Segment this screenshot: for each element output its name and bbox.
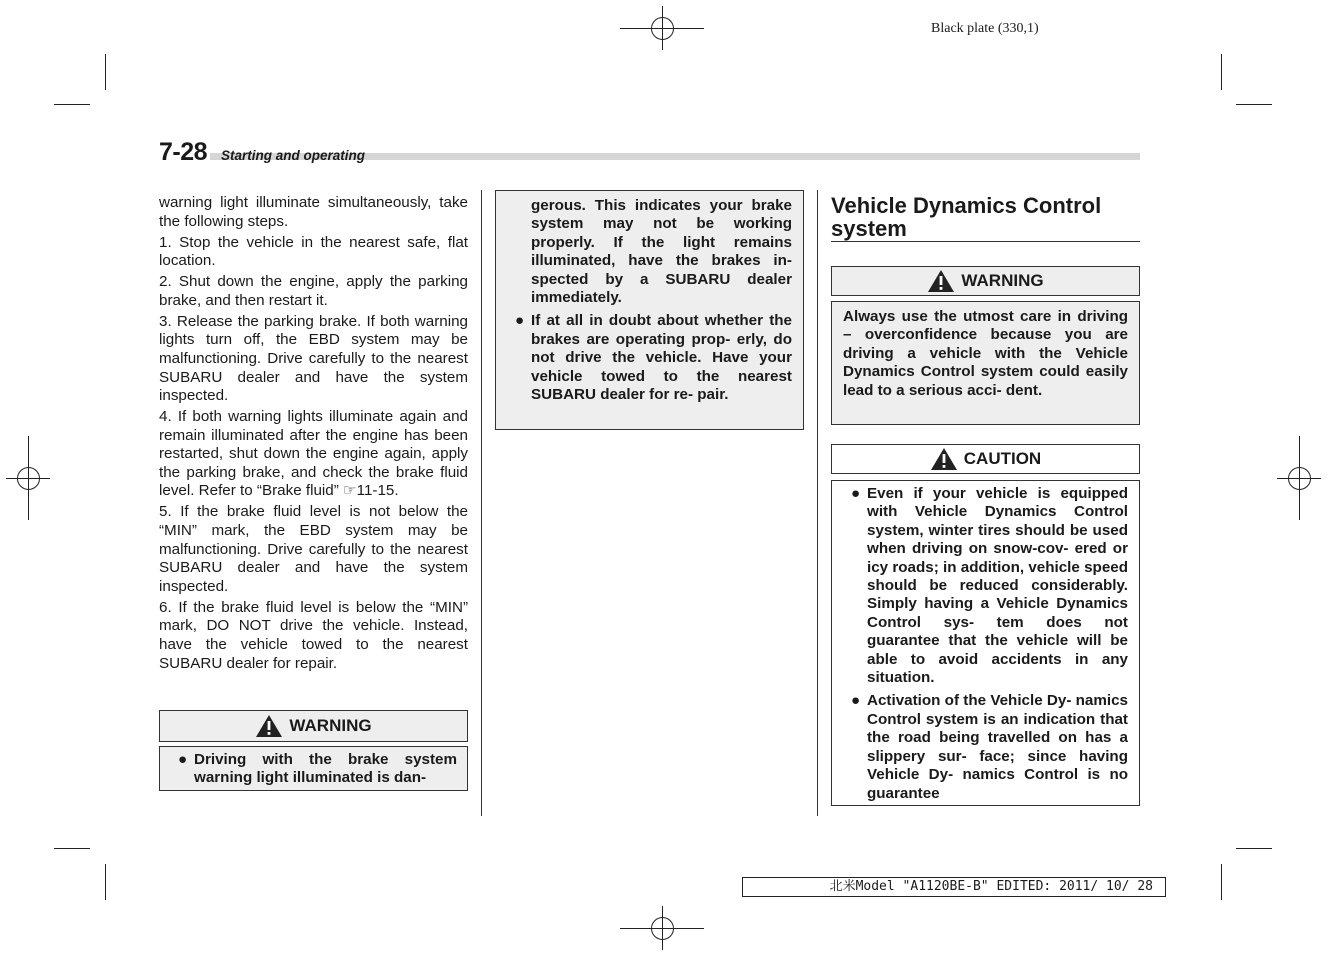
warning-bullet xyxy=(507,312,792,404)
warning-label: WARNING xyxy=(289,716,372,735)
warning-text: Always use the utmost care in driving – overconfidence because you are driving a vehicle with the Vehicle Dynamics Control system could easily lead to a serious acci- dent. xyxy=(843,308,1128,399)
bullet-dot: ● xyxy=(851,485,861,502)
step-4: 4. If both warning lights illuminate again and remain illuminated after the engine has been restarted, shut down the engine again, apply the parking brake, and check the brake fluid level. Refer to “Brake fluid” ☞11-15. xyxy=(159,408,468,500)
section-title: Starting and operating xyxy=(221,148,366,163)
bullet-dot: ● xyxy=(851,692,861,710)
caution-triangle-icon xyxy=(930,447,958,471)
step-2: 2. Shut down the engine, apply the parking brake, and then restart it. xyxy=(159,273,468,309)
step-5: 5. If the brake fluid level is not below the “MIN” mark, the EBD system may be malfunctioning. Drive carefully to the nearest SUBARU dealer and have the system inspected. xyxy=(159,503,468,595)
column-divider xyxy=(817,190,818,816)
warning-box xyxy=(831,301,1140,425)
warning-header xyxy=(159,710,468,742)
plate-label: Black plate (330,1) xyxy=(931,21,1039,36)
caution-bullet-text: Even if your vehicle is equipped with Vehicle Dynamics Control system, winter tires should be used when driving on snow-cov- ered or icy roads; in addition, vehicle speed should be reduced considerably. Simply having a Vehicle Dynamics Control sys- tem does not guarantee that the vehicle will be able to avoid accidents in any situation. xyxy=(867,485,1128,687)
footer-edit-stamp: 北米Model "A1120BE-B" EDITED: 2011/ 10/ 28 xyxy=(742,877,1166,897)
warning-continued-text: gerous. This indicates your brake system may not be working properly. If the light remains illuminated, have the brakes in- spected by a SUBARU dealer immediately. xyxy=(531,197,792,307)
warning-bullet-text: If at all in doubt about whether the brakes are operating prop- erly, do not drive the vehicle. Have your vehicle towed to the nearest SUBARU dealer for re- pair. xyxy=(531,312,792,404)
caution-header xyxy=(831,444,1140,474)
warning-triangle-icon xyxy=(927,269,955,293)
warning-box-continued xyxy=(495,190,804,430)
paragraph: warning light illuminate simultaneously, take the following steps. xyxy=(159,194,468,230)
warning-bullet-text: Driving with the brake system warning light illuminated is dan- xyxy=(194,751,457,787)
caution-box xyxy=(831,480,1140,806)
warning-header xyxy=(831,266,1140,296)
warning-box xyxy=(159,746,468,791)
heading-rule xyxy=(831,241,1140,242)
column-divider xyxy=(481,190,482,816)
caution-bullet xyxy=(843,692,1128,802)
bullet-dot: ● xyxy=(515,312,525,330)
step-1: 1. Stop the vehicle in the nearest safe, flat location. xyxy=(159,233,468,270)
caution-bullet-text: Activation of the Vehicle Dy- namics Control system is an indication that the road being travelled on has a slippery sur- face; since having Vehicle Dy- namics Control is no guarantee xyxy=(867,692,1128,802)
caution-bullet xyxy=(843,485,1128,687)
step-6: 6. If the brake fluid level is below the “MIN” mark, DO NOT drive the vehicle. Instead, have the vehicle towed to the nearest SUBARU dealer for repair. xyxy=(159,598,468,672)
warning-label: WARNING xyxy=(961,271,1044,290)
warning-triangle-icon xyxy=(255,714,283,738)
step-3: 3. Release the parking brake. If both warning lights turn off, the EBD system may be malfunctioning. Drive carefully to the nearest SUBARU dealer and have the system inspected. xyxy=(159,312,468,405)
bullet-dot: ● xyxy=(178,751,188,768)
warning-bullet xyxy=(170,751,457,788)
caution-label: CAUTION xyxy=(963,449,1042,468)
heading-vdc: Vehicle Dynamics Control system xyxy=(831,193,1102,241)
page-number: 7-28 xyxy=(159,138,208,166)
column-1-text xyxy=(159,194,468,676)
